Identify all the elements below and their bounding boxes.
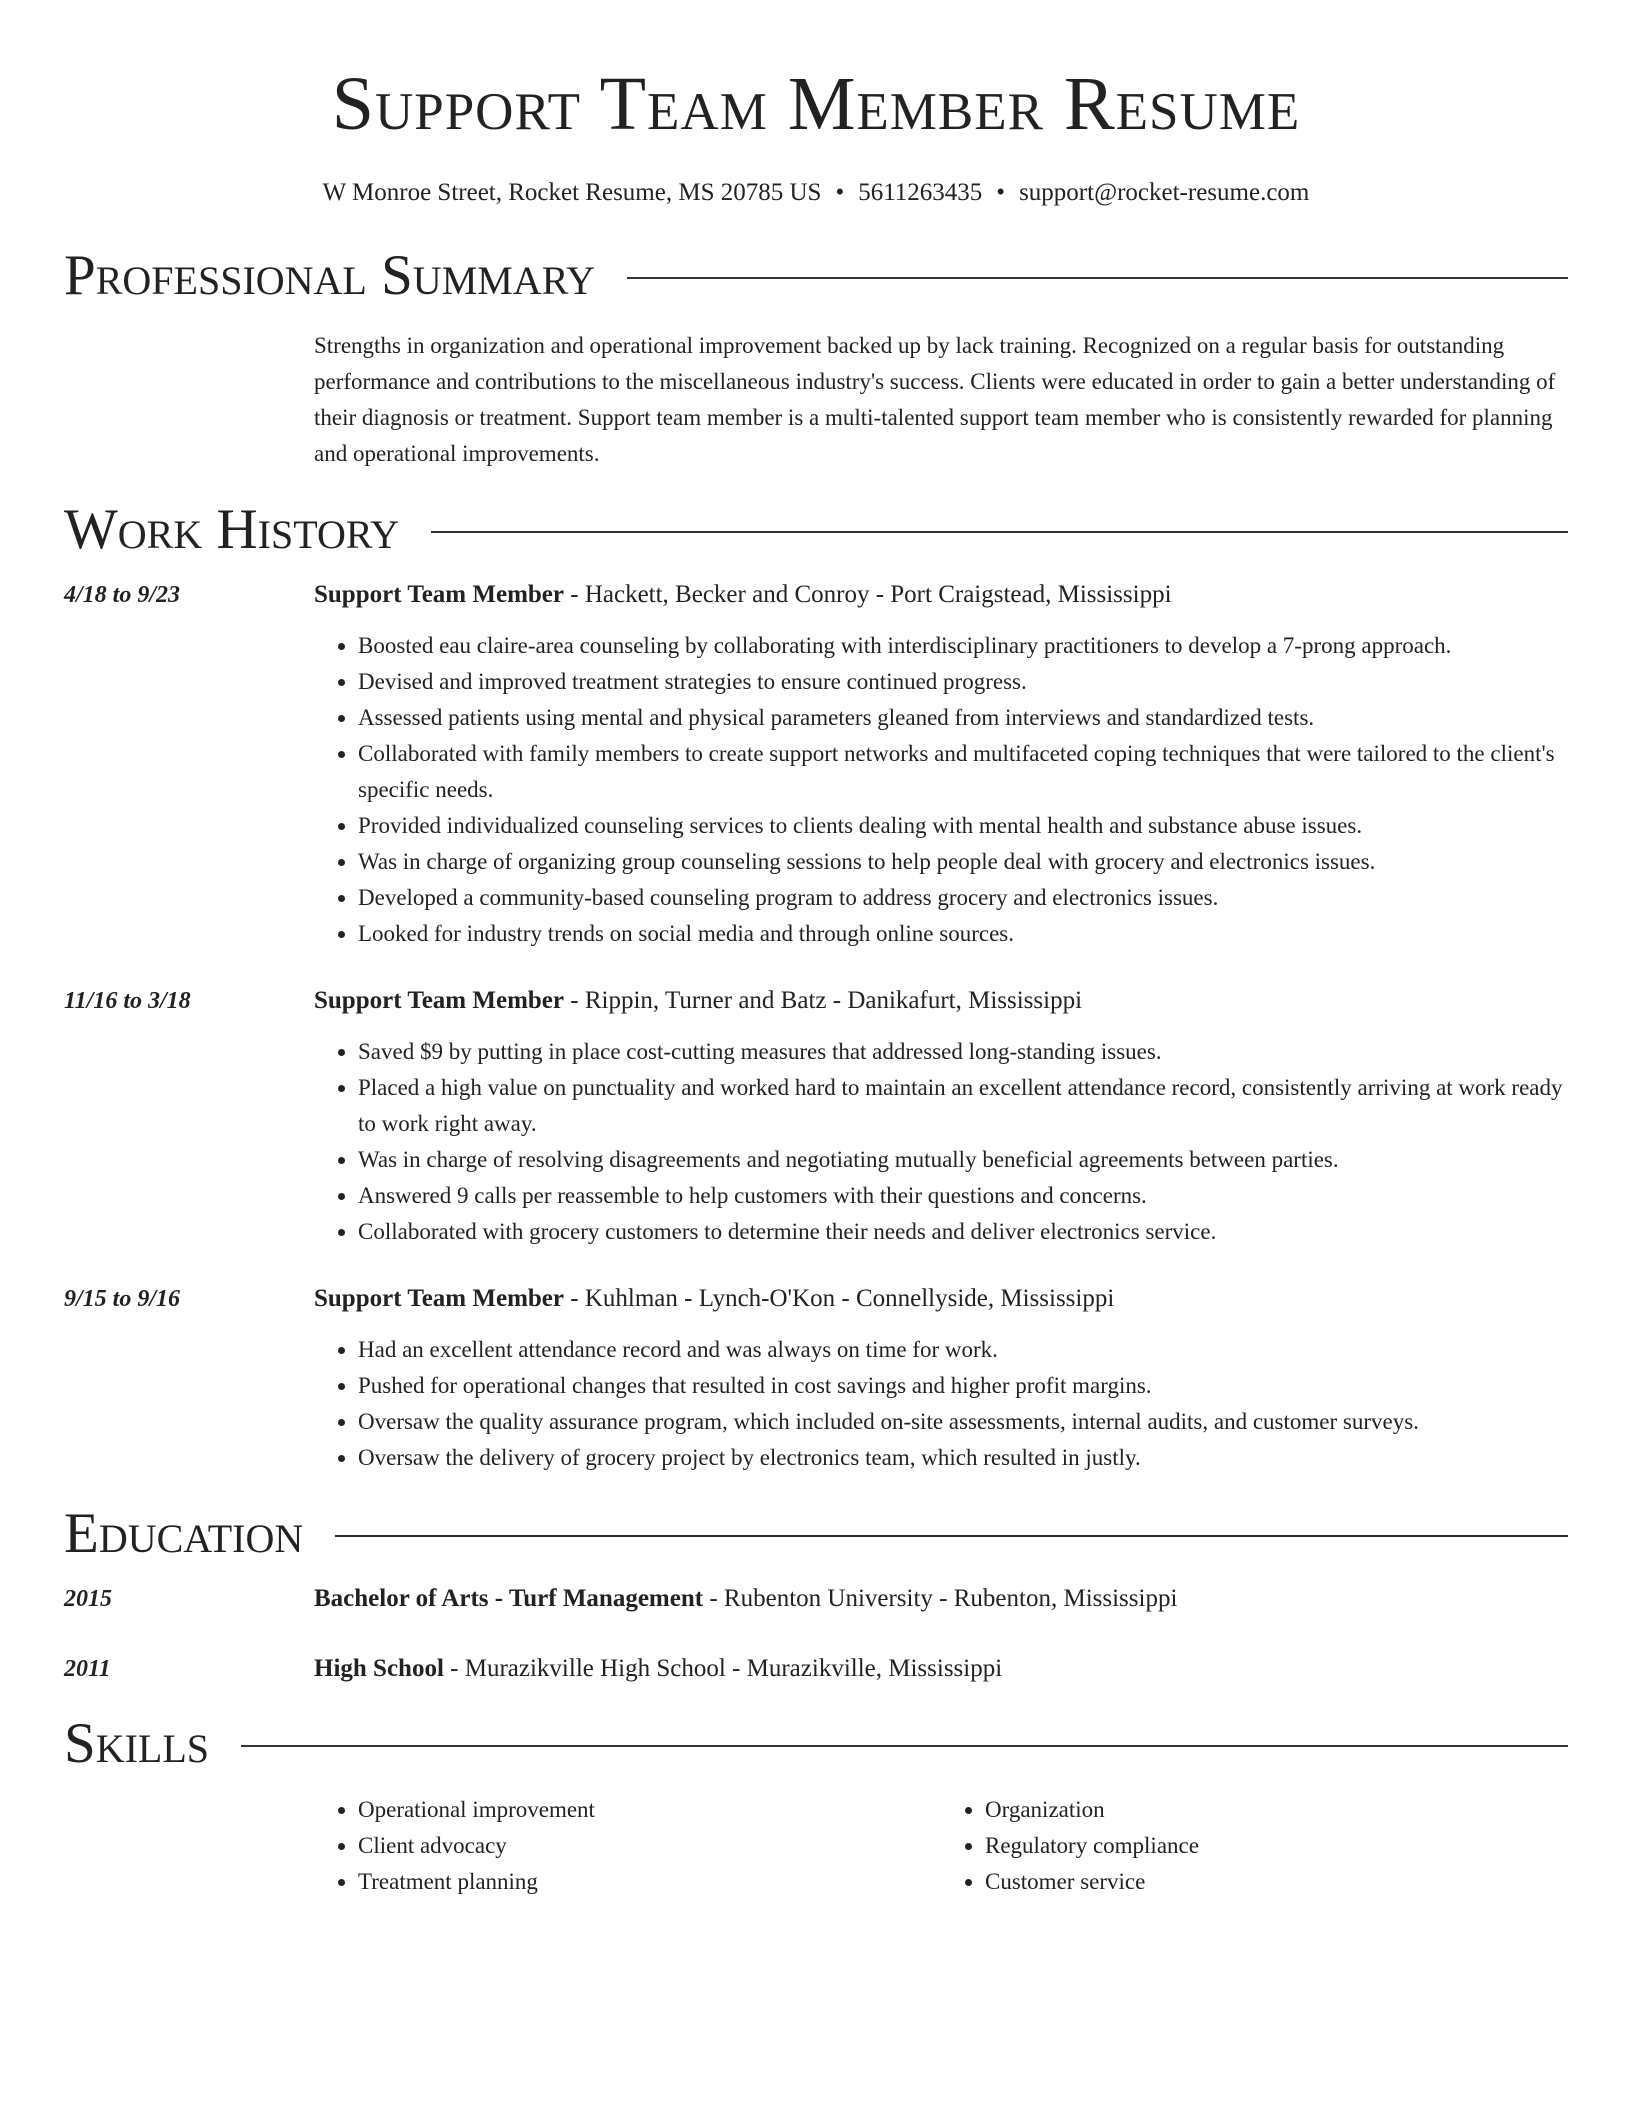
- job-title: Support Team Member: [314, 987, 564, 1014]
- skill-item: • Organization: [985, 1792, 1568, 1828]
- skill-item: • Operational improvement: [358, 1792, 941, 1828]
- job-title: Support Team Member: [314, 581, 564, 608]
- job-entry: [64, 578, 1568, 952]
- job-dates: 11/16 to 3/18: [64, 988, 191, 1014]
- job-bullets: [314, 628, 1568, 952]
- contact-line: [64, 176, 1568, 210]
- resume-title: Support Team Member Resume: [331, 62, 1301, 146]
- education-degree: High School: [314, 1655, 444, 1682]
- job-title-line: [314, 578, 1172, 612]
- list-item: • Devised and improved treatment strategies to ensure continued progress.: [358, 664, 1568, 700]
- list-item: • Was in charge of resolving disagreements and negotiating mutually beneficial agreements between parties.: [358, 1142, 1568, 1178]
- job-title-line: [314, 1282, 1114, 1316]
- section-title: Work History: [64, 498, 400, 561]
- separator-bullet: •: [996, 179, 1006, 206]
- list-item: • Looked for industry trends on social media and through online sources.: [358, 916, 1568, 952]
- list-item: • Saved $9 by putting in place cost-cutting measures that addressed long-standing issues.: [358, 1034, 1568, 1070]
- list-item: • Boosted eau claire-area counseling by collaborating with interdisciplinary practitioners to develop a 7-prong approach.: [358, 628, 1568, 664]
- skill-item: • Customer service: [985, 1864, 1568, 1900]
- section-rule: [627, 277, 1568, 279]
- job-dates: 9/15 to 9/16: [64, 1286, 181, 1312]
- section-heading-work: [64, 498, 1568, 562]
- job-entry: [64, 1282, 1568, 1476]
- job-employer: - Rippin, Turner and Batz - Danikafurt, Mississippi: [564, 987, 1083, 1014]
- phone: 5611263435: [858, 179, 983, 206]
- section-rule: [431, 531, 1568, 533]
- list-item: • Assessed patients using mental and physical parameters gleaned from interviews and standardized tests.: [358, 700, 1568, 736]
- education-degree: Bachelor of Arts - Turf Management: [314, 1585, 704, 1612]
- section-title: Professional Summary: [64, 244, 596, 307]
- education-line: [314, 1652, 1002, 1686]
- list-item: • Answered 9 calls per reassemble to help customers with their questions and concerns.: [358, 1178, 1568, 1214]
- job-dates: 4/18 to 9/23: [64, 582, 181, 608]
- list-item: • Oversaw the delivery of grocery project by electronics team, which resulted in justly.: [358, 1440, 1568, 1476]
- skill-item: • Regulatory compliance: [985, 1828, 1568, 1864]
- job-bullets: [314, 1034, 1568, 1250]
- section-heading-education: [64, 1502, 1568, 1566]
- job-entry: [64, 984, 1568, 1250]
- education-year: 2015: [64, 1586, 112, 1612]
- section-rule: [241, 1745, 1568, 1747]
- list-item: • Pushed for operational changes that resulted in cost savings and higher profit margins.: [358, 1368, 1568, 1404]
- address: W Monroe Street, Rocket Resume, MS 20785 US: [322, 179, 822, 206]
- section-heading-summary: [64, 244, 1568, 308]
- job-employer: - Hackett, Becker and Conroy - Port Craigstead, Mississippi: [564, 581, 1172, 608]
- list-item: • Placed a high value on punctuality and worked hard to maintain an excellent attendance record, consistently arriving at work ready to work right away.: [358, 1070, 1568, 1142]
- job-title-line: [314, 984, 1082, 1018]
- education-line: [314, 1582, 1177, 1616]
- section-title: Skills: [64, 1712, 210, 1775]
- education-year: 2011: [64, 1656, 111, 1682]
- list-item: • Provided individualized counseling services to clients dealing with mental health and substance abuse issues.: [358, 808, 1568, 844]
- list-item: • Collaborated with grocery customers to determine their needs and deliver electronics service.: [358, 1214, 1568, 1250]
- skills-grid: [314, 1792, 1568, 1900]
- skill-item: • Client advocacy: [358, 1828, 941, 1864]
- education-entry: [64, 1652, 1568, 1686]
- section-heading-skills: [64, 1712, 1568, 1776]
- skill-item: • Treatment planning: [358, 1864, 941, 1900]
- job-employer: - Kuhlman - Lynch-O'Kon - Connellyside, Mississippi: [564, 1285, 1115, 1312]
- separator-bullet: •: [835, 179, 845, 206]
- list-item: • Collaborated with family members to create support networks and multifaceted coping techniques that were tailored to the client's specific needs.: [358, 736, 1568, 808]
- list-item: • Oversaw the quality assurance program, which included on-site assessments, internal audits, and customer surveys.: [358, 1404, 1568, 1440]
- skills-list-right: [941, 1792, 1568, 1900]
- job-title: Support Team Member: [314, 1285, 564, 1312]
- list-item: • Developed a community-based counseling program to address grocery and electronics issues.: [358, 880, 1568, 916]
- education-school: - Rubenton University - Rubenton, Mississippi: [703, 1585, 1178, 1612]
- job-bullets: [314, 1332, 1568, 1476]
- summary-text: Strengths in organization and operational improvement backed up by lack training. Recognized on a regular basis for outstanding performance and contributions to the miscellaneous industry's success. Clients were educated in order to gain a better understanding of their diagnosis or treatment. Support team member is a multi-talented support team member who is consistently rewarded for planning and operational improvements.: [314, 333, 1556, 466]
- section-title: Education: [64, 1502, 304, 1565]
- education-school: - Murazikville High School - Murazikville, Mississippi: [443, 1655, 1003, 1682]
- skills-list-left: [314, 1792, 941, 1900]
- email: support@rocket-resume.com: [1019, 179, 1310, 206]
- list-item: • Had an excellent attendance record and was always on time for work.: [358, 1332, 1568, 1368]
- section-rule: [335, 1535, 1568, 1537]
- list-item: • Was in charge of organizing group counseling sessions to help people deal with grocery and electronics issues.: [358, 844, 1568, 880]
- education-entry: [64, 1582, 1568, 1616]
